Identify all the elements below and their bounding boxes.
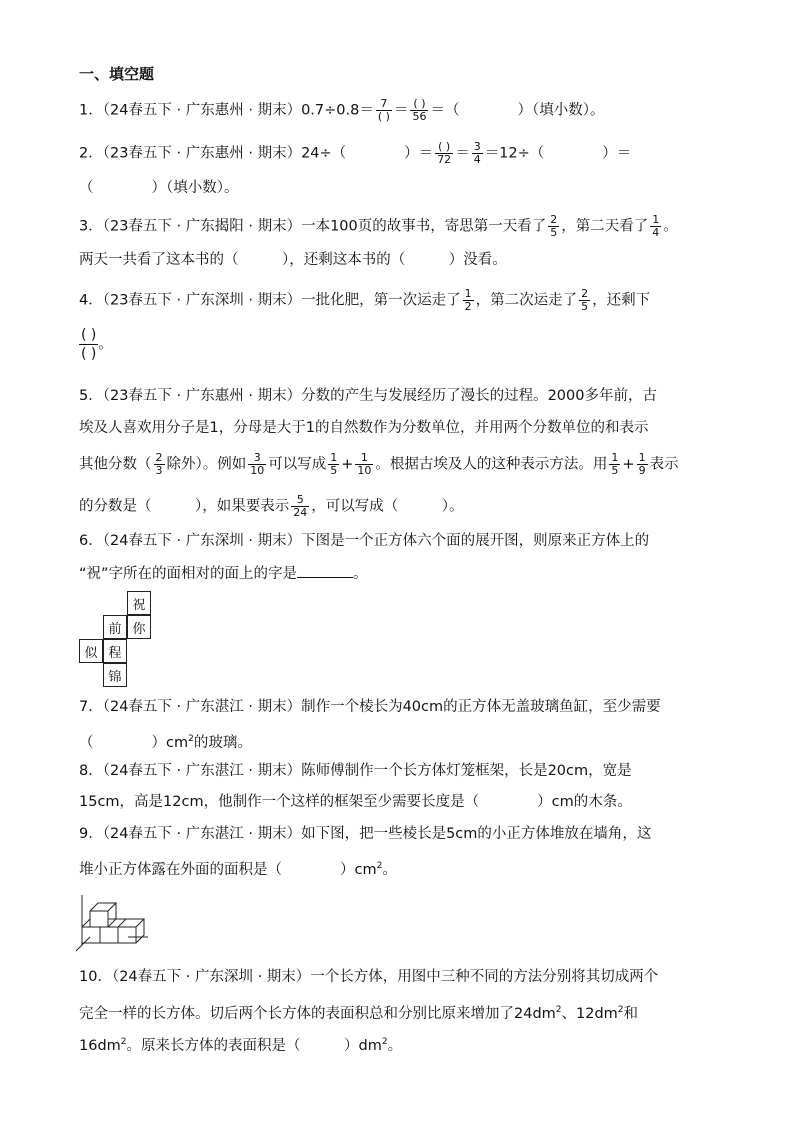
q3-text: 3．（23春五下 · 广东揭阳 · 期末）一本100页的故事书，寄思第一天看了 xyxy=(79,218,547,235)
question-5-line-4 xyxy=(79,494,464,519)
q10-sup3: 2 xyxy=(120,1037,127,1047)
question-7-line-1: 7．（24春五下 · 广东湛江 · 期末）制作一个棱长为40cm的正方体无盖玻璃鱼缸，至少需要 xyxy=(79,699,661,715)
q5-l3-a: 其他分数（ xyxy=(79,456,152,473)
q9-sup: 2 xyxy=(376,861,383,871)
net-cell-si: 似 xyxy=(79,639,103,663)
q3-f2-den: 4 xyxy=(652,226,660,239)
q10-sup1: 2 xyxy=(555,1005,562,1015)
q3-f1-den: 5 xyxy=(550,226,558,239)
net-cell-jin: 锦 xyxy=(103,663,127,687)
q5-plus: + xyxy=(341,456,354,473)
net-cell-ni: 你 xyxy=(127,615,151,639)
q3-end: 。 xyxy=(663,218,678,235)
question-5-line-1: 5．（23春五下 · 广东惠州 · 期末）分数的产生与发展经历了漫长的过程。2000多年前，古 xyxy=(79,388,657,404)
cube-net-diagram xyxy=(79,591,159,687)
q10-line3-c: 。 xyxy=(387,1037,403,1054)
q2-text: 2．（23春五下 · 广东惠州 · 期末）24÷（ ）＝ xyxy=(79,145,434,162)
q2-f1-num: ( ) xyxy=(435,141,453,154)
q4-answer-den[interactable]: ( ) xyxy=(81,346,97,362)
q2-f1-den: 72 xyxy=(437,153,452,166)
q5-l3-b: 除外）。例如 xyxy=(166,456,247,473)
q4-f1-num: 1 xyxy=(464,287,472,300)
question-8-line-2: 15cm，高是12cm，他制作一个这样的框架至少需要长度是（ ）cm的木条。 xyxy=(79,794,632,810)
q1-text: 1．（24春五下 · 广东惠州 · 期末）0.7÷0.8＝ xyxy=(79,102,374,119)
net-cell-qian: 前 xyxy=(103,615,127,639)
q1-f1-den: ( ) xyxy=(377,110,390,123)
stacked-cubes-diagram xyxy=(76,893,156,955)
q5-i-den: 10 xyxy=(357,464,372,477)
q4-fraction-2 xyxy=(579,288,590,313)
q3-fraction-2 xyxy=(650,214,661,239)
net-cell-cheng: 程 xyxy=(103,639,127,663)
question-5-line-2: 埃及人喜欢用分子是1，分母是大于1的自然数作为分数单位，并用两个分数单位的和表示 xyxy=(79,420,649,436)
q5-fraction-1-10 xyxy=(355,452,373,477)
q2-f2-den: 4 xyxy=(473,153,481,166)
q2-f2-num: 3 xyxy=(473,140,481,153)
q5-f-num: 2 xyxy=(155,451,163,464)
q5-l4-a: 的分数是（ ），如果要表示 xyxy=(79,498,290,515)
q4-answer-end: 。 xyxy=(98,336,113,353)
q5-g-den: 10 xyxy=(250,464,265,477)
q5-l4-b: ，可以写成（ ）。 xyxy=(311,498,464,515)
net-cell-zhu: 祝 xyxy=(127,591,151,615)
q4-mid: ，第二次运走了 xyxy=(475,292,578,309)
q7-sup: 2 xyxy=(188,734,194,744)
q5-j-num: 1 xyxy=(611,451,619,464)
q5-l4-f-den: 24 xyxy=(293,506,308,519)
q6-line2-b: 。 xyxy=(353,566,368,582)
q7-line2-b: 的玻璃。 xyxy=(193,734,252,751)
q10-line2-b: 、12dm xyxy=(561,1005,618,1022)
q1-eq: ＝ xyxy=(393,102,409,119)
q4-f2-den: 5 xyxy=(581,300,589,313)
q5-fraction-5-24 xyxy=(291,494,309,519)
q4-f1-den: 2 xyxy=(464,300,472,313)
q5-l4-f-num: 5 xyxy=(291,494,309,507)
q4-fraction-1 xyxy=(463,288,474,313)
q9-line2-a: 堆小正方体露在外面的面积是（ ）cm xyxy=(79,861,377,878)
q10-line3-b: 。原来长方体的表面积是（ ）dm xyxy=(126,1037,382,1054)
q7-line2-a: （ ）cm xyxy=(79,734,189,751)
question-3 xyxy=(79,214,678,239)
q5-j-den: 5 xyxy=(611,464,619,477)
q5-h-num: 1 xyxy=(330,451,338,464)
question-7-line-2 xyxy=(79,729,252,753)
q5-fraction-1-5 xyxy=(328,452,339,477)
q1-tail: ＝（ ）（填小数）。 xyxy=(430,102,605,119)
q3-f1-num: 2 xyxy=(550,213,558,226)
q5-f-den: 3 xyxy=(155,464,163,477)
q5-k-num: 1 xyxy=(638,451,646,464)
q4-text: 4．（23春五下 · 广东深圳 · 期末）一批化肥，第一次运走了 xyxy=(79,292,461,309)
q6-answer-blank[interactable] xyxy=(297,563,353,578)
question-2 xyxy=(79,141,631,166)
q1-f2-den: 56 xyxy=(412,110,427,123)
question-1 xyxy=(79,98,604,123)
q5-l3-c: 可以写成 xyxy=(268,456,327,473)
q6-line2-a: “祝”字所在的面相对的面上的字是 xyxy=(79,566,298,582)
question-9-line-1: 9．（24春五下 · 广东湛江 · 期末）如下图，把一些棱长是5cm的小正方体堆放在墙角，这 xyxy=(79,826,652,842)
q4-tail: ，还剩下 xyxy=(592,292,651,309)
q5-fraction-1-9 xyxy=(637,452,648,477)
q1-f1-num: 7 xyxy=(376,98,392,111)
q5-k-den: 9 xyxy=(638,464,646,477)
q2-tail: ＝12÷（ ）＝ xyxy=(484,145,632,162)
q5-fraction-1-5b xyxy=(609,452,620,477)
question-4 xyxy=(79,288,650,313)
q2-fraction-1 xyxy=(435,141,453,166)
question-5-line-3 xyxy=(79,452,679,477)
q10-sup4: 2 xyxy=(381,1037,388,1047)
q10-line2-c: 和 xyxy=(623,1005,639,1022)
question-6-line-2 xyxy=(79,563,368,584)
question-10-line-2 xyxy=(79,1000,638,1024)
question-3-line-2: 两天一共看了这本书的（ ），还剩这本书的（ ）没看。 xyxy=(79,252,507,268)
q5-plus-2: + xyxy=(622,456,635,473)
question-10-line-1: 10．（24春五下 · 广东深圳 · 期末）一个长方体，用图中三种不同的方法分别将其切成两个 xyxy=(79,969,659,985)
q5-g-num: 3 xyxy=(248,452,266,465)
q10-sup2: 2 xyxy=(617,1005,624,1015)
q5-l3-d: 。根据古埃及人的这种表示方法。用 xyxy=(375,456,608,473)
q2-eq: ＝ xyxy=(455,145,470,162)
question-2-line-2: （ ）（填小数）。 xyxy=(79,180,239,196)
question-8-line-1: 8．（24春五下 · 广东湛江 · 期末）陈师傅制作一个长方体灯笼框架，长是20cm，宽是 xyxy=(79,763,632,779)
q3-fraction-1 xyxy=(548,214,559,239)
q1-f2-num: ( ) xyxy=(410,98,428,111)
q3-f2-num: 1 xyxy=(652,213,660,226)
question-10-line-3 xyxy=(79,1032,402,1056)
q2-fraction-2 xyxy=(472,141,483,166)
q5-fraction-3-10 xyxy=(248,452,266,477)
q1-fraction-2 xyxy=(410,98,428,123)
question-9-line-2 xyxy=(79,856,397,880)
section-title: 一、填空题 xyxy=(79,65,155,83)
q4-answer-num[interactable]: ( ) xyxy=(81,327,97,343)
q3-mid: ，第二天看了 xyxy=(561,218,649,235)
q1-fraction-1 xyxy=(376,98,392,123)
q5-fraction-2-3 xyxy=(154,452,165,477)
q9-line2-b: 。 xyxy=(382,861,397,878)
q5-h-den: 5 xyxy=(330,464,338,477)
q5-l3-e: 表示 xyxy=(649,456,679,473)
q10-line3-a: 16dm xyxy=(79,1037,121,1054)
q4-answer-fraction[interactable] xyxy=(79,326,112,363)
q10-line2-a: 完全一样的长方体。切后两个长方体的表面积总和分别比原来增加了24dm xyxy=(79,1005,556,1022)
question-6-line-1: 6．（24春五下 · 广东深圳 · 期末）下图是一个正方体六个面的展开图，则原来正方体上的 xyxy=(79,533,650,549)
q5-i-num: 1 xyxy=(355,452,373,465)
q4-f2-num: 2 xyxy=(581,287,589,300)
